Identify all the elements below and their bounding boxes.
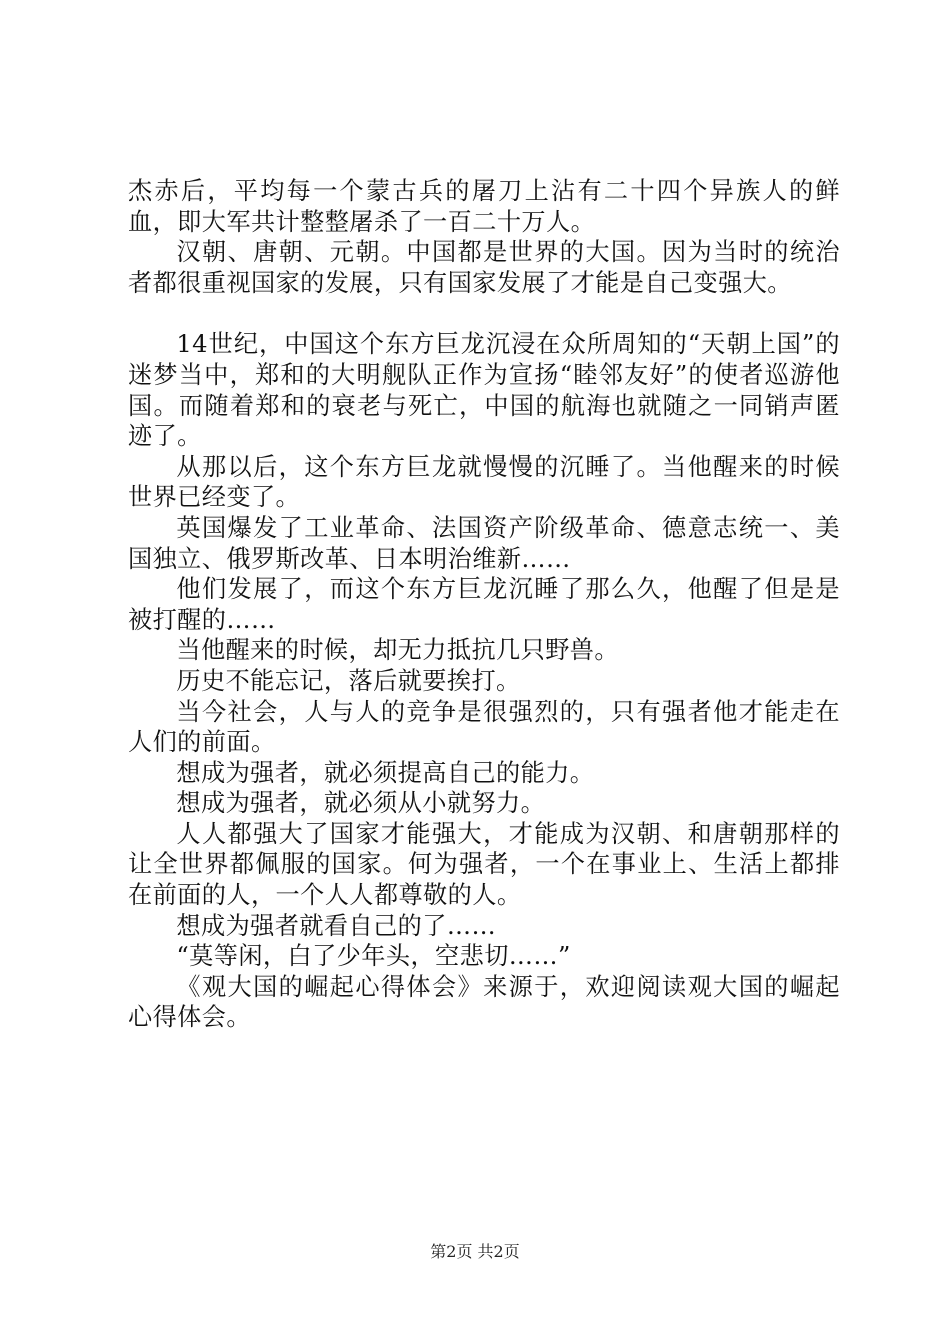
paragraph: 14世纪，中国这个东方巨龙沉浸在众所周知的“天朝上国”的迷梦当中，郑和的大明舰队正作为宣扬“睦邻友好”的使者巡游他国。而随着郑和的衰老与死亡，中国的航海也就随之一同销声匿迹了。 (128, 330, 840, 451)
paragraph: 《观大国的崛起心得体会》来源于，欢迎阅读观大国的崛起心得体会。 (128, 972, 840, 1032)
paragraph: 当今社会，人与人的竞争是很强烈的，只有强者他才能走在人们的前面。 (128, 697, 840, 757)
paragraph: 汉朝、唐朝、元朝。中国都是世界的大国。因为当时的统治者都很重视国家的发展，只有国家发展了才能是自己变强大。 (128, 238, 840, 297)
document-body (128, 176, 840, 1033)
paragraph: 想成为强者，就必须提高自己的能力。 (176, 758, 595, 787)
paragraph: 从那以后，这个东方巨龙就慢慢的沉睡了。当他醒来的时候世界已经变了。 (128, 452, 840, 512)
paragraph-gap (128, 298, 840, 329)
paragraph: 人人都强大了国家才能强大，才能成为汉朝、和唐朝那样的让全世界都佩服的国家。何为强者，一个在事业上、生活上都排在前面的人，一个人人都尊敬的人。 (128, 819, 840, 910)
paragraph: 英国爆发了工业革命、法国资产阶级革命、德意志统一、美国独立、俄罗斯改革、日本明治维新…… (128, 513, 840, 573)
paragraph: 想成为强者，就必须从小就努力。 (176, 789, 546, 818)
paragraph: 杰赤后，平均每一个蒙古兵的屠刀上沾有二十四个异族人的鲜血，即大军共计整整屠杀了一百二十万人。 (128, 177, 840, 236)
page-number-label: 第2页 共2页 (430, 1242, 520, 1261)
page-footer (0, 1242, 950, 1262)
paragraph: 历史不能忘记，落后就要挨打。 (176, 666, 521, 695)
paragraph: 想成为强者就看自己的了…… (176, 911, 497, 940)
paragraph: 当他醒来的时候，却无力抵抗几只野兽。 (176, 636, 619, 665)
paragraph: “莫等闲，白了少年头，空悲切……” (176, 942, 571, 971)
paragraph: 他们发展了，而这个东方巨龙沉睡了那么久，他醒了但是是被打醒的…… (128, 575, 840, 634)
